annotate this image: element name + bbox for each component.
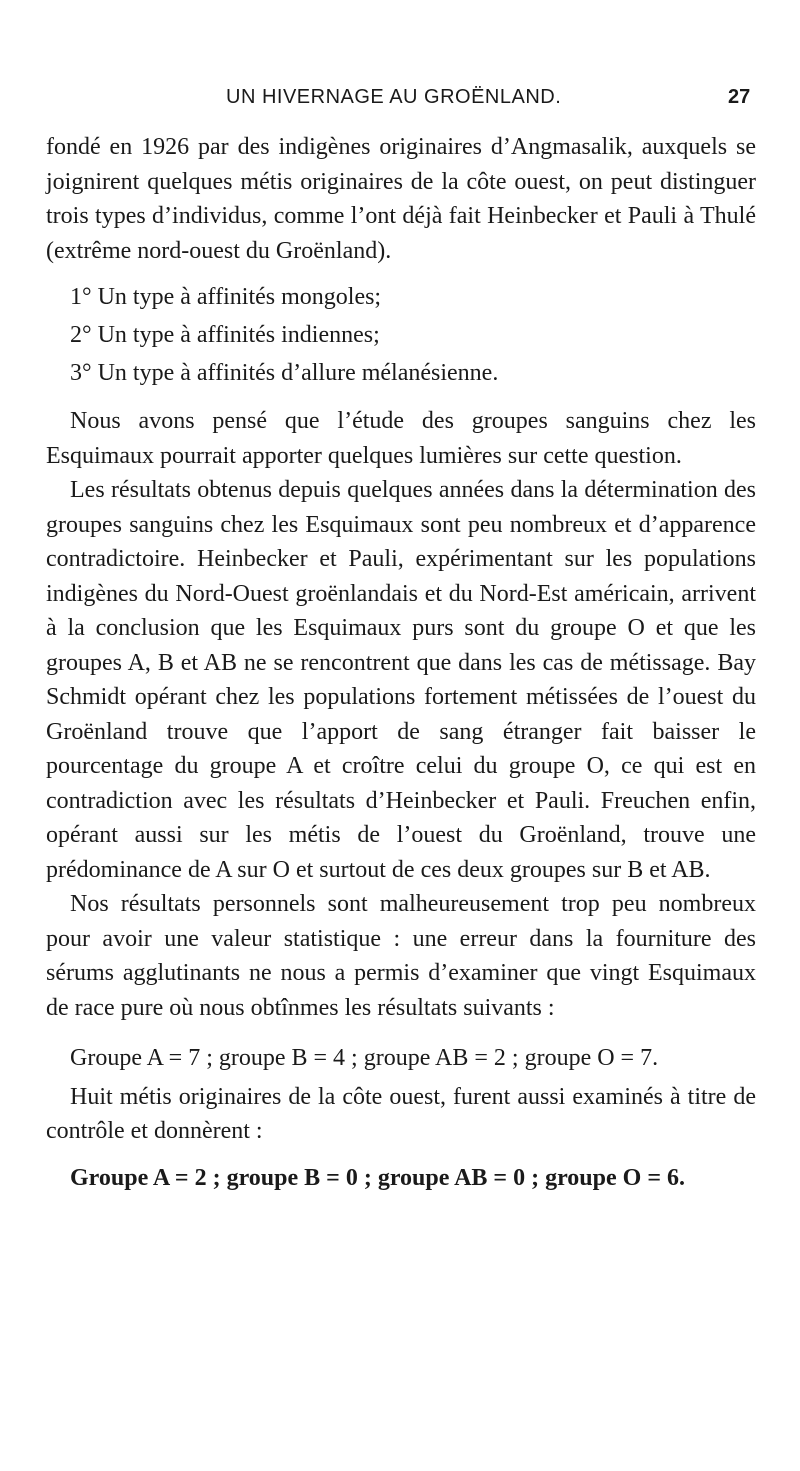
list-item: 3° Un type à affinités d’allure mélanésienne. (70, 360, 499, 386)
list-item: 2° Un type à affinités indiennes; (70, 322, 380, 348)
list-item: 1° Un type à affinités mongoles; (70, 284, 382, 310)
paragraph: Les résultats obtenus depuis quelques années dans la détermination des groupes sanguins chez les Esquimaux sont peu nombreux et d’apparence contradictoire. Heinbecker et Pauli, expérimentant sur les populations indigènes du Nord-Ouest groënlandais et du Nord-Est américain, arrivent à la conclusion que les Esquimaux purs sont du groupe O et que les groupes A, B et AB ne se rencontrent que dans les cas de métissage. Bay Schmidt opérant chez les populations fortement métissées de l’ouest du Groënland trouve que l’apport de sang étranger fait baisser le pourcentage du groupe A et croître celui du groupe O, ce qui est en contradiction avec les résultats d’Heinbecker et Pauli. Freuchen enfin, opérant aussi sur les métis de l’ouest du Groënland, trouve une prédominance de A sur O et surtout de ces deux groupes sur B et AB. (46, 477, 756, 883)
results-formula-metis: Groupe A = 2 ; groupe B = 0 ; groupe AB = 0 ; groupe O = 6. (70, 1164, 685, 1191)
body-text (46, 130, 756, 1199)
running-title: UN HIVERNAGE AU GROËNLAND. (226, 86, 562, 108)
page-number: 27 (728, 86, 751, 108)
types-list (46, 278, 756, 392)
results-formula-pure: Groupe A = 7 ; groupe B = 4 ; groupe AB = 2 ; groupe O = 7. (70, 1045, 659, 1071)
paragraph: Huit métis originaires de la côte ouest, furent aussi examinés à titre de contrôle et donnèrent : (46, 1083, 756, 1144)
paragraph-continuation: fondé en 1926 par des indigènes originaires d’Angmasalik, auxquels se joignirent quelques métis originaires de la côte ouest, on peut distinguer trois types d’individus, comme l’ont déjà fait Heinbecker et Pauli à Thulé (extrême nord-ouest du Groënland). (46, 134, 756, 264)
paragraph: Nous avons pensé que l’étude des groupes sanguins chez les Esquimaux pourrait apporter quelques lumières sur cette question. (46, 408, 756, 469)
page-header (0, 86, 800, 116)
paragraph: Nos résultats personnels sont malheureusement trop peu nombreux pour avoir une valeur statistique : une erreur dans la fourniture des sérums agglutinants ne nous a permis d’examiner que vingt Esquimaux de race pure où nous obtînmes les résultats suivants : (46, 891, 756, 1021)
